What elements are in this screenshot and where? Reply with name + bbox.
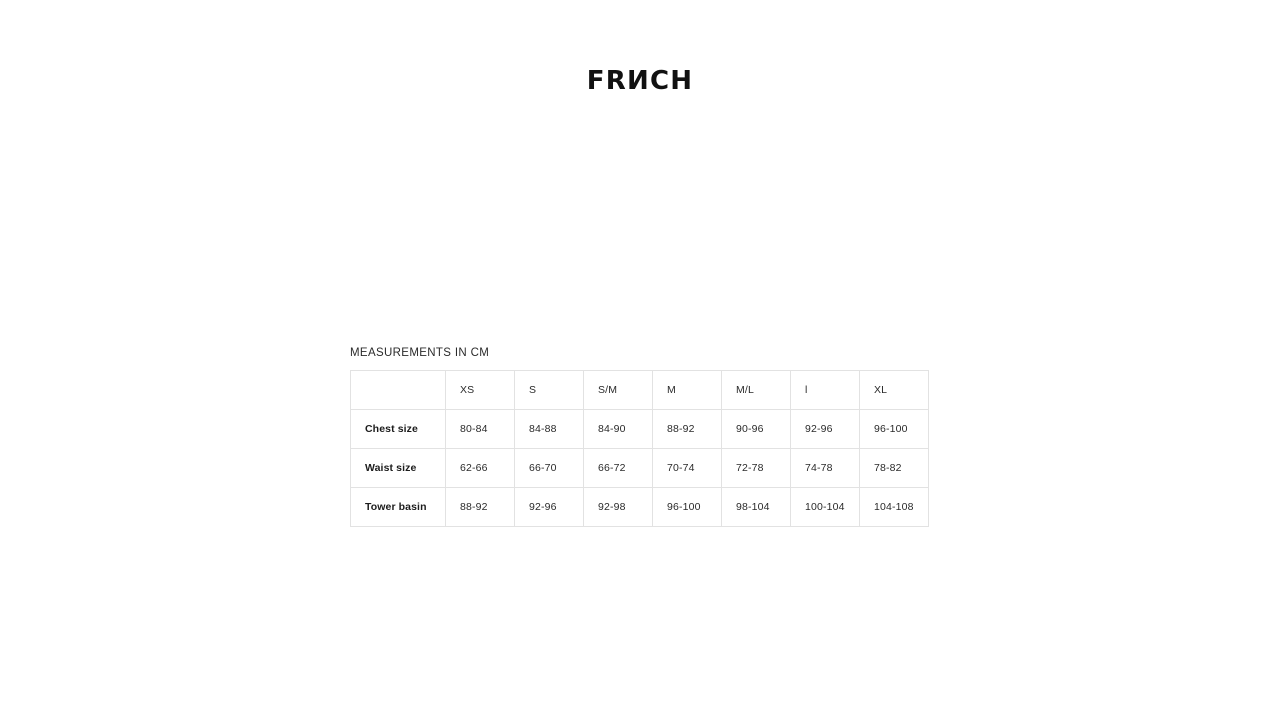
size-chart-table	[350, 370, 929, 527]
section-title: MEASUREMENTS IN CM	[350, 347, 490, 359]
table-header-cell: S	[515, 371, 584, 410]
table-header-cell: l	[791, 371, 860, 410]
table-cell: 78-82	[860, 449, 929, 488]
row-label: Waist size	[351, 449, 446, 488]
table-cell: 72-78	[722, 449, 791, 488]
table-header-row	[351, 371, 929, 410]
table-cell: 88-92	[653, 410, 722, 449]
table-cell: 62-66	[446, 449, 515, 488]
table-cell: 96-100	[653, 488, 722, 527]
table-cell: 92-96	[791, 410, 860, 449]
table-cell: 84-90	[584, 410, 653, 449]
table-header-cell	[351, 371, 446, 410]
table-header-cell: XS	[446, 371, 515, 410]
row-label: Tower basin	[351, 488, 446, 527]
table-header-cell: S/M	[584, 371, 653, 410]
table-header-cell: M	[653, 371, 722, 410]
table-cell: 92-98	[584, 488, 653, 527]
table-cell: 100-104	[791, 488, 860, 527]
table-header-cell: XL	[860, 371, 929, 410]
table-cell: 80-84	[446, 410, 515, 449]
table-cell: 66-70	[515, 449, 584, 488]
table-header-cell: M/L	[722, 371, 791, 410]
table-cell: 98-104	[722, 488, 791, 527]
row-label: Chest size	[351, 410, 446, 449]
table-cell: 96-100	[860, 410, 929, 449]
table-cell: 70-74	[653, 449, 722, 488]
table-cell: 74-78	[791, 449, 860, 488]
table-cell: 84-88	[515, 410, 584, 449]
table-row	[351, 488, 929, 527]
table-cell: 66-72	[584, 449, 653, 488]
table-row	[351, 449, 929, 488]
table-cell: 92-96	[515, 488, 584, 527]
table-cell: 88-92	[446, 488, 515, 527]
table-row	[351, 410, 929, 449]
brand-logo: FRИCH	[586, 66, 694, 96]
table-cell: 90-96	[722, 410, 791, 449]
table-cell: 104-108	[860, 488, 929, 527]
size-guide-section	[350, 347, 930, 527]
